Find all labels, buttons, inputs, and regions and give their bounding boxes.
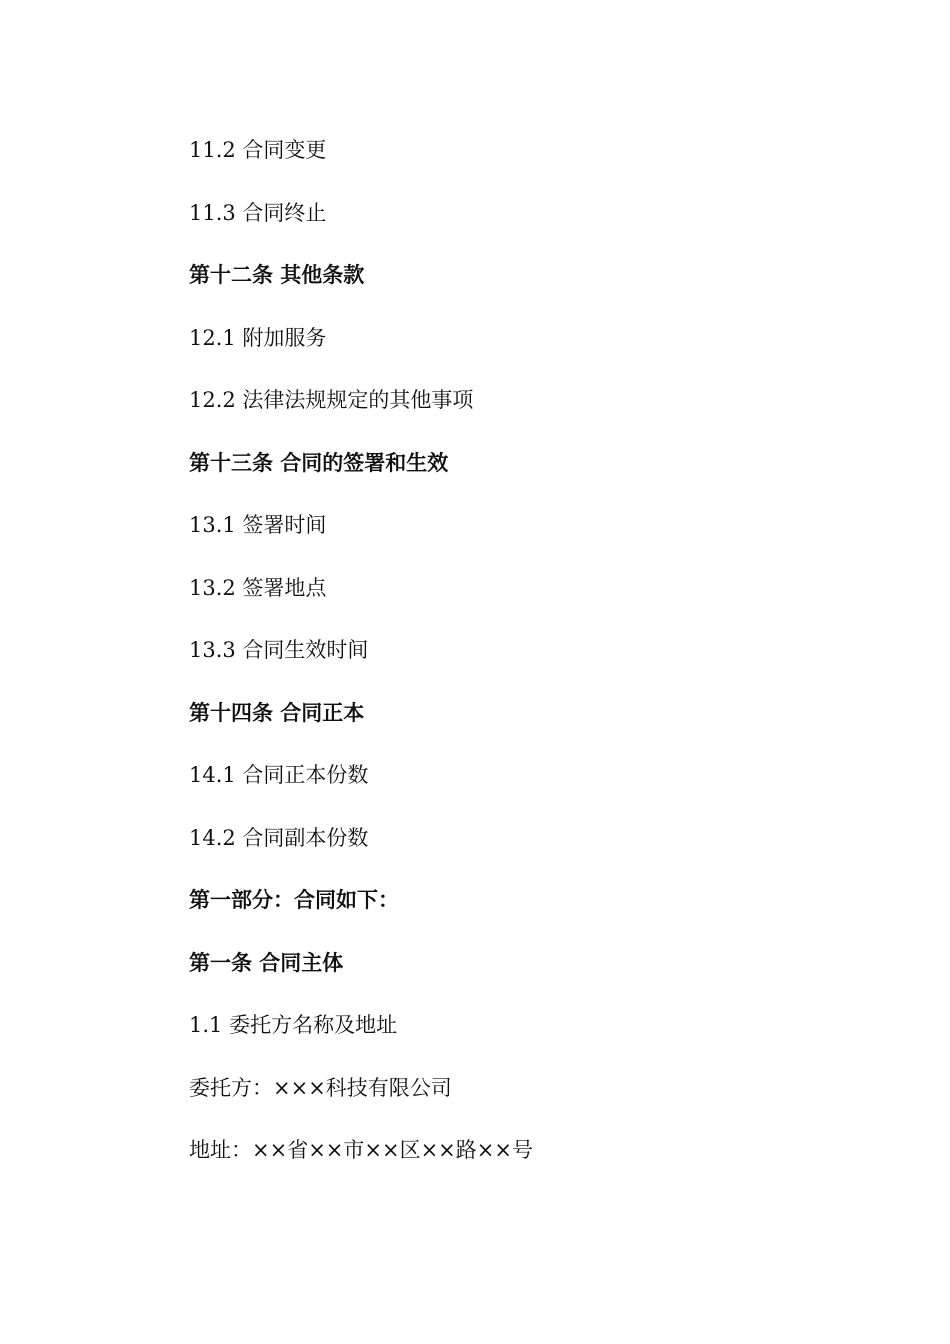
clause-12-1: 12.1 附加服务 — [189, 325, 327, 350]
clause-11-2: 11.2 合同变更 — [189, 138, 327, 162]
client-address-line: 地址：××省××市××区××路××号 — [189, 1138, 533, 1162]
document-body — [189, 132, 829, 1195]
clause-13-1: 13.1 签署时间 — [189, 513, 327, 537]
article-14-heading: 第十四条 合同正本 — [189, 700, 365, 725]
clause-12-2: 12.2 法律法规规定的其他事项 — [189, 388, 474, 412]
article-1-heading: 第一条 合同主体 — [189, 950, 344, 975]
part-one-heading: 第一部分：合同如下： — [189, 888, 399, 912]
clause-1-1: 1.1 委托方名称及地址 — [189, 1013, 398, 1037]
article-13-heading: 第十三条 合同的签署和生效 — [189, 450, 449, 475]
clause-13-3: 13.3 合同生效时间 — [189, 638, 369, 662]
article-12-heading: 第十二条 其他条款 — [189, 263, 365, 287]
clause-13-2: 13.2 签署地点 — [189, 575, 327, 600]
clause-11-3: 11.3 合同终止 — [189, 200, 327, 225]
clause-14-1: 14.1 合同正本份数 — [189, 763, 369, 787]
clause-14-2: 14.2 合同副本份数 — [189, 825, 369, 850]
client-name-line: 委托方：×××科技有限公司 — [189, 1075, 452, 1100]
